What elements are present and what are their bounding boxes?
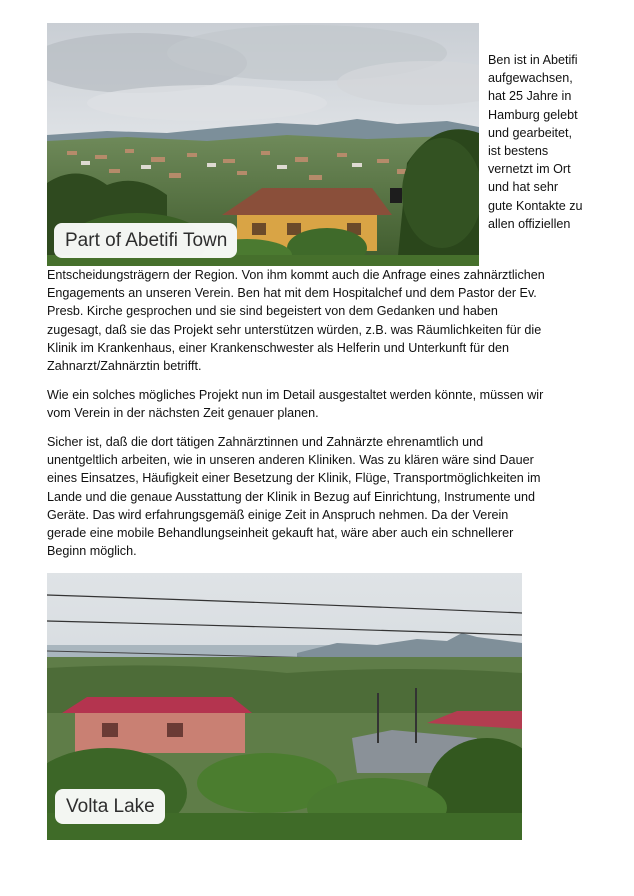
town-photo [47, 23, 479, 266]
side-line: und gearbeitet, [488, 125, 573, 140]
side-line: hat 25 Jahre in [488, 89, 572, 104]
town-photo-caption: Part of Abetifi Town [54, 223, 237, 258]
paragraph-line: Beginn möglich. [47, 544, 137, 559]
lake-photo-caption: Volta Lake [55, 789, 165, 824]
paragraph-line: Engagements an unseren Verein. Ben hat mit dem Hospitalchef und dem Pastor der Ev. [47, 286, 537, 301]
paragraph-line: Zahnarzt/Zahnärztin betrifft. [47, 359, 202, 374]
paragraph-line: vom Verein in der nächsten Zeit genauer planen. [47, 406, 319, 421]
side-line: gute Kontakte zu [488, 198, 583, 213]
paragraph-line: Geräte. Das wird erfahrungsgemäß einige Zeit in Anspruch nehmen. Da der Verein [47, 507, 509, 522]
paragraph-line: Wie ein solches mögliches Projekt nun im Detail ausgestaltet werden könnte, müssen wir [47, 388, 544, 402]
paragraph-line: Sicher ist, daß die dort tätigen Zahnärztinnen und Zahnärzte ehrenamtlich und [47, 435, 484, 449]
side-line: aufgewachsen, [488, 71, 573, 86]
paragraph-line: unentgeltlich arbeiten, wie in unseren anderen Kliniken. Was zu klären wäre sind Dauer [47, 453, 534, 468]
side-line: vernetzt im Ort [488, 162, 571, 177]
paragraph-line: Klinik im Krankenhaus, einer Krankenschwester als Helferin und Unterkunft für den [47, 340, 510, 355]
intro-side-text [488, 51, 608, 233]
paragraph-1 [47, 266, 607, 375]
paragraph-2 [47, 386, 607, 422]
side-line: allen offiziellen [488, 216, 571, 231]
paragraph-3 [47, 433, 607, 560]
lake-photo [47, 573, 522, 840]
side-line: Hamburg gelebt [488, 107, 578, 122]
paragraph-line: Lande und die genaue Ausstattung der Klinik in Bezug auf Einrichtung, Instrumente und [47, 489, 535, 504]
side-line: ist bestens [488, 144, 549, 159]
paragraph-line: Entscheidungsträgern der Region. Von ihm kommt auch die Anfrage eines zahnärztlichen [47, 268, 545, 282]
side-line: Ben ist in Abetifi [488, 53, 578, 67]
paragraph-line: eines Einsatzes, Häufigkeit einer Besetzung der Klinik, Flüge, Transportmöglichkeiten im [47, 471, 541, 486]
side-line: und hat sehr [488, 180, 559, 195]
paragraph-line: gerade eine mobile Behandlungseinheit gekauft hat, wäre aber auch ein schnellerer [47, 526, 514, 541]
paragraph-line: zugesagt, daß sie das Projekt sehr unterstützen würden, z.B. was Räumlichkeiten für die [47, 322, 542, 337]
paragraph-line: Presb. Kirche gesprochen und sie sind begeistert von dem Gedanken und haben [47, 304, 498, 319]
